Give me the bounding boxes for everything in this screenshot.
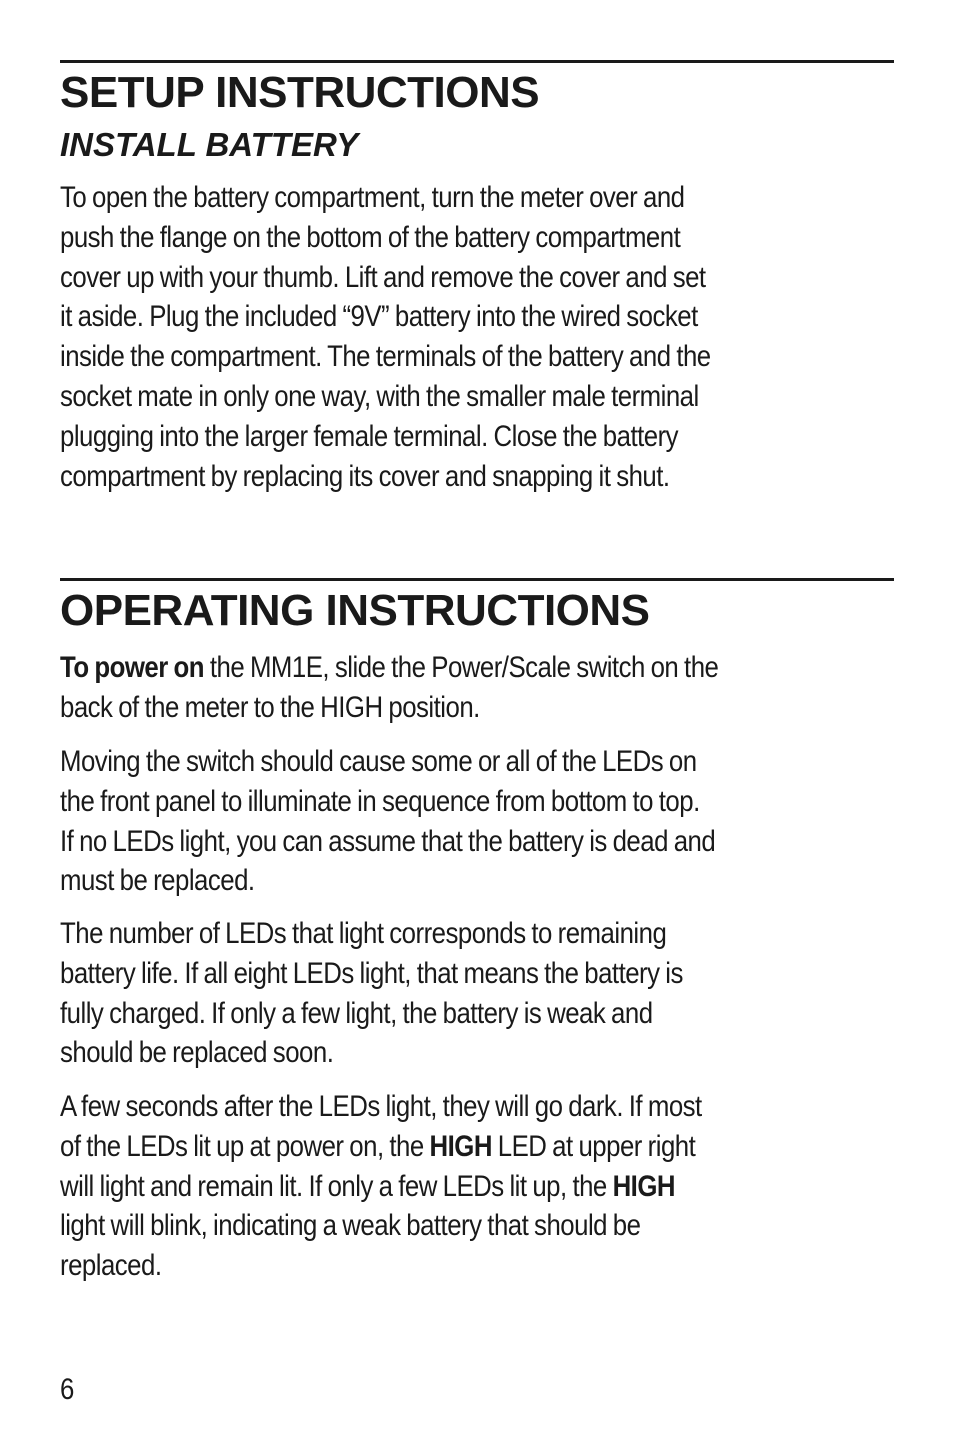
text-run: will light and remain lit. If only a few LEDs lit up, the — [60, 1169, 613, 1203]
text-line: socket mate in only one way, with the smaller male terminal — [60, 379, 699, 413]
high-led-paragraph — [60, 1087, 782, 1286]
text-line — [60, 1127, 782, 1167]
high-label-bold: HIGH — [429, 1129, 492, 1163]
text-line: The number of LEDs that light corresponds to remaining — [60, 917, 667, 950]
text-run: the MM1E, slide the Power/Scale switch on the — [204, 651, 719, 684]
led-sequence-paragraph — [60, 742, 782, 901]
text-line: fully charged. If only a few light, the battery is weak and — [60, 996, 653, 1030]
text-line: A few seconds after the LEDs light, they will go dark. If most — [60, 1090, 702, 1123]
text-line: replaced. — [60, 1249, 162, 1283]
text-line — [60, 1167, 782, 1207]
text-line: If no LEDs light, you can assume that the battery is dead and — [60, 824, 716, 858]
setup-heading: SETUP INSTRUCTIONS — [60, 68, 540, 117]
text-line: the front panel to illuminate in sequence from bottom to top. — [60, 784, 700, 818]
text-line: plugging into the larger female terminal. Close the battery — [60, 419, 679, 453]
install-battery-paragraph — [60, 178, 782, 496]
text-line: should be replaced soon. — [60, 1036, 334, 1070]
page-number: 6 — [60, 1373, 75, 1406]
text-line: Moving the switch should cause some or all of the LEDs on — [60, 745, 697, 778]
power-on-bold-lead: To power on — [60, 651, 205, 684]
section-divider-operating — [60, 578, 894, 581]
text-line: must be replaced. — [60, 864, 255, 898]
operating-heading: OPERATING INSTRUCTIONS — [60, 586, 650, 635]
install-battery-subheading: INSTALL BATTERY — [60, 126, 359, 163]
text-line: light will blink, indicating a weak battery that should be — [60, 1209, 641, 1243]
high-label-bold: HIGH — [612, 1169, 676, 1203]
text-line: it aside. Plug the included “9V” battery into the wired socket — [60, 300, 698, 334]
text-line — [60, 648, 782, 688]
section-divider-top — [60, 60, 894, 63]
text-line: push the flange on the bottom of the battery compartment — [60, 220, 681, 254]
text-line: back of the meter to the HIGH position. — [60, 690, 480, 724]
text-run: of the LEDs lit up at power on, the — [60, 1129, 430, 1163]
text-run: LED at upper right — [491, 1129, 696, 1163]
text-line: cover up with your thumb. Lift and remove the cover and set — [60, 260, 706, 294]
text-line: To open the battery compartment, turn the meter over and — [60, 181, 685, 214]
text-line: battery life. If all eight LEDs light, that means the battery is — [60, 956, 683, 990]
text-line: compartment by replacing its cover and snapping it shut. — [60, 459, 670, 493]
battery-life-paragraph — [60, 914, 782, 1073]
power-on-paragraph — [60, 648, 782, 728]
text-line: inside the compartment. The terminals of the battery and the — [60, 340, 711, 374]
